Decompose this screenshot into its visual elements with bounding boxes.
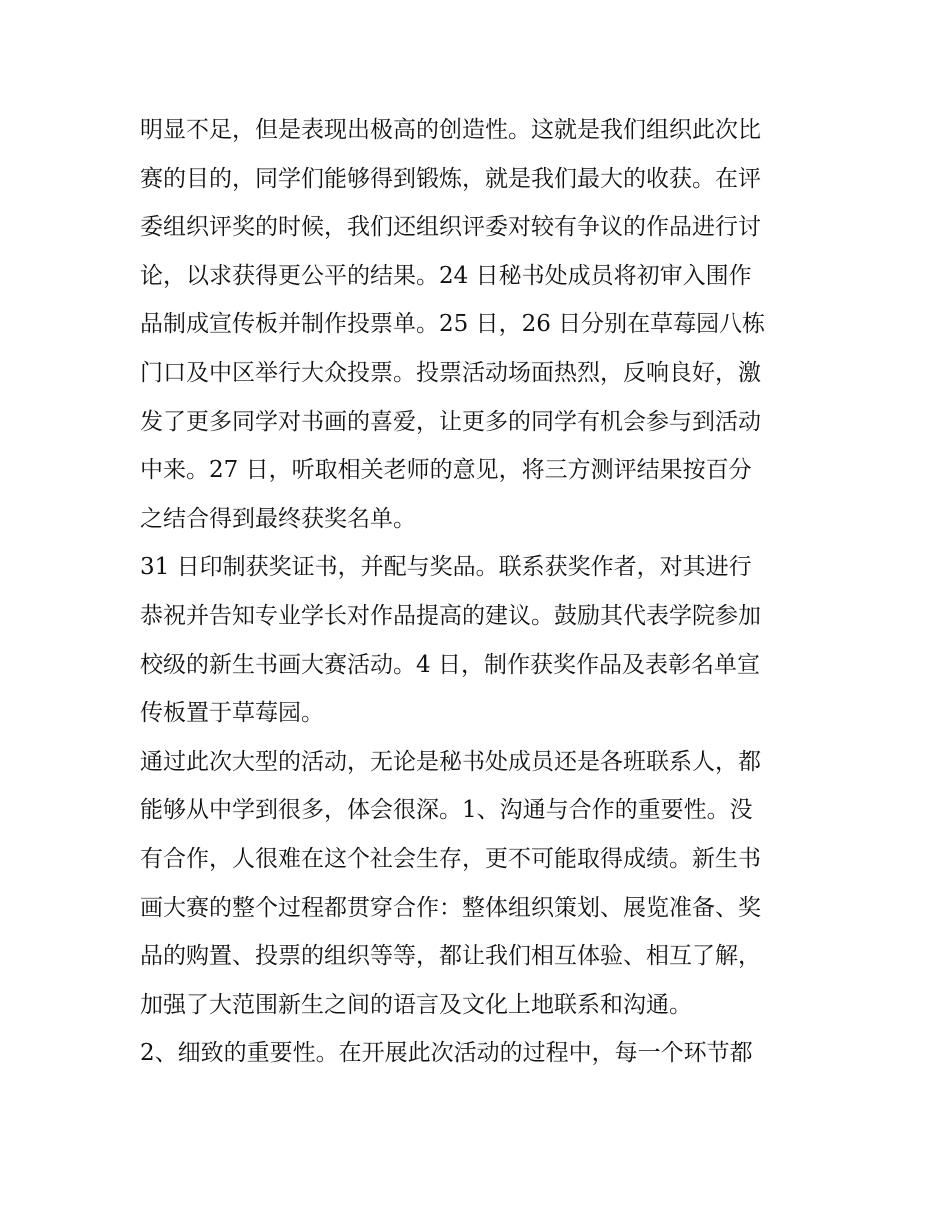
text-line: 有合作，人很难在这个社会生存，更不可能取得成绩。新生书	[140, 845, 761, 872]
text-line: 2、细致的重要性。在开展此次活动的过程中，每一个环节都	[140, 1040, 753, 1067]
text-line: 校级的新生书画大赛活动。4 日，制作获奖作品及表彰名单宣	[140, 651, 760, 678]
text-line: 明显不足，但是表现出极高的创造性。这就是我们组织此次比	[140, 117, 761, 143]
text-line: 之结合得到最终获奖名单。	[140, 505, 416, 532]
text-line: 画大赛的整个过程都贯穿合作：整体组织策划、展览准备、奖	[140, 894, 761, 921]
text-line: 品制成宣传板并制作投票单。25 日，26 日分别在草莓园八栋	[140, 311, 766, 338]
text-line: 恭祝并告知专业学长对作品提高的建议。鼓励其代表学院参加	[140, 602, 761, 629]
text-line: 品的购置、投票的组织等等，都让我们相互体验、相互了解，	[140, 943, 761, 970]
text-line: 门口及中区举行大众投票。投票活动场面热烈，反响良好，激	[140, 359, 761, 386]
text-line: 通过此次大型的活动，无论是秘书处成员还是各班联系人，都	[140, 748, 761, 775]
text-line: 发了更多同学对书画的喜爱，让更多的同学有机会参与到活动	[140, 408, 761, 435]
text-line: 加强了大范围新生之间的语言及文化上地联系和沟通。	[140, 991, 692, 1018]
text-line: 能够从中学到很多，体会很深。1、沟通与合作的重要性。没	[140, 797, 753, 824]
body-text	[140, 106, 830, 1078]
text-line: 赛的目的，同学们能够得到锻炼，就是我们最大的收获。在评	[140, 165, 761, 192]
text-line: 中来。27 日，听取相关老师的意见，将三方测评结果按百分	[140, 457, 752, 484]
text-line: 传板置于草莓园。	[140, 700, 324, 727]
text-line: 31 日印制获奖证书，并配与奖品。联系获奖作者，对其进行	[140, 554, 752, 581]
text-line: 论，以求获得更公平的结果。24 日秘书处成员将初审入围作	[140, 262, 752, 289]
text-line: 委组织评奖的时候，我们还组织评委对较有争议的作品进行讨	[140, 214, 761, 241]
